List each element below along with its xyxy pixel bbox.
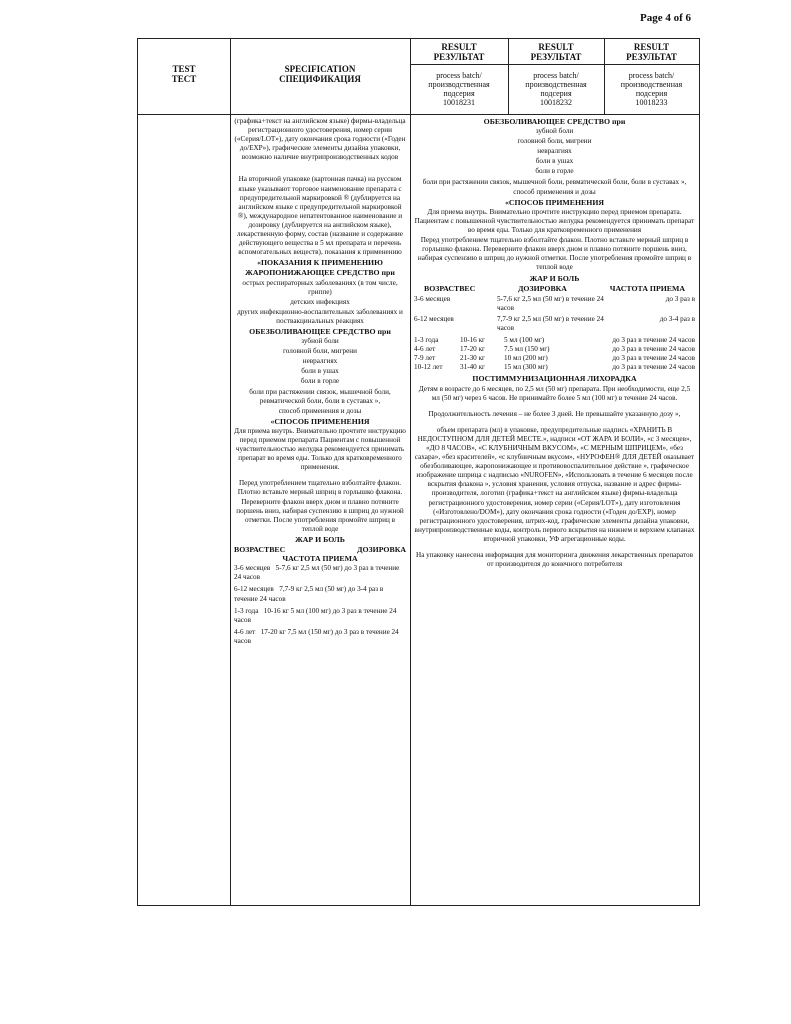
specification-header: SPECIFICATION СПЕЦИФИКАЦИЯ: [279, 64, 361, 84]
result-dose-row: 7-9 лет 21-30 кг 10 мл (200 мг) до 3 раз в течение 24 часов: [414, 354, 695, 363]
page-number: Page 4 of 6: [639, 12, 691, 24]
spec-dose-row: 1-3 года 10-16 кг 5 мл (100 мг) до 3 раз в течение 24 часов: [234, 606, 397, 624]
spec-dose-row: 4-6 лет 17-20 кг 7,5 мл (150 мг) до 3 раз в течение 24 часов: [234, 627, 399, 645]
result-dose-row: 1-3 года 10-16 кг 5 мл (100 мг) до 3 раз в течение 24 часов: [414, 336, 695, 345]
specification-text: (графика+текст на английском языке) фирмы-владельца регистрационного удостоверения, номер серии («Серия/LOT»), дату окончания срока годности («Годен до/EXP»), графические элементы дизайна упаковки, возможно наличие внутрипроизводственных кодов На вторичной упаковке (картонная пачка) на русском языке указывают торговое наименование препарата с предупредительной маркировкой ® (дублируется на английском языке с предупредительной маркировкой ®), международное непатентованное наименование и дозировку (дублируется на английском языке), лекарственную форму, состав (название и содержание действующего вещества в 5 мл препарата и перечень вспомогательных веществ), показания к применению «ПОКАЗАНИЯ К ПРИМЕНЕНИЮ ЖАРОПОНИЖАЮЩЕЕ СРЕДСТВО при острых респираторных заболеваниях (в том числе, гриппе) детских инфекциях других инфекционно-воспалительных заболеваниях и поствакцинальных реакциях ОБЕЗБОЛИВАЮЩЕЕ СРЕДСТВО при зубной боли головной боли, мигрени невралгиях боли в ушах боли в горле боли при растяжении связок, мышечной боли, ревматической боли, боли в суставах », способ применения и дозы «СПОСОБ ПРИМЕНЕНИЯ Для приема внутрь. Внимательно прочтите инструкцию перед приемом препарата Пациентам с повышенной чувствительностью желудка рекомендуется принимать препарат во время еды. Только для кратковременного применения. Перед употреблением тщательно взболтайте флакон. Плотно вставьте мерный шприц в горлышко флакона. Переверните флакон вверх дном и плавно потяните поршень вниз, набирая суспензию в шприц до нужной отметки. После употребления промойте шприц в теплой воде ЖАР И БОЛЬ ВОЗРАСТВЕС ДОЗИРОВКА ЧАСТОТА ПРИЕМА 3-6 месяцев 5-7,6 кг 2,5 мл (50 мг) до 3 раз в течение 24 часов 6-12 месяцев 7,7-9 кг 2,5 мл (50 мг) до 3-4 раз в течение 24 часов 1-3 года 10-16 кг 5 мл (100 мг) до 3 раз в течение 24 часов 4-6 лет 17-20 кг 7,5 мл (150 мг) до 3 раз в течение 24 часов: [234, 117, 406, 645]
result-header-1: RESULT РЕЗУЛЬТАТ: [433, 42, 485, 62]
specification-table: [137, 38, 700, 906]
result-dose-row: 6-12 месяцев 7,7-9 кг 2,5 мл (50 мг) в течение 24 часов до 3-4 раз в: [414, 314, 695, 332]
test-header: TEST ТЕСТ: [171, 64, 197, 84]
spec-dose-row: 3-6 месяцев 5-7,6 кг 2,5 мл (50 мг) до 3 раз в течение 24 часов: [234, 564, 400, 582]
batch-lot-2: process batch/ производственная подсерия 10018232: [525, 71, 587, 107]
batch-lot-1: process batch/ производственная подсерия 10018231: [428, 71, 490, 107]
result-header-2: RESULT РЕЗУЛЬТАТ: [530, 42, 582, 62]
spec-dose-row: 6-12 месяцев 7,7-9 кг 2,5 мл (50 мг) до 3-4 раз в течение 24 часов: [234, 585, 384, 603]
result-dose-row: 3-6 месяцев 5-7,6 кг 2,5 мл (50 мг) в течение 24 часов до 3 раз в: [414, 294, 695, 312]
result-text: ОБЕЗБОЛИВАЮЩЕЕ СРЕДСТВО при зубной боли головной боли, мигрени невралгиях боли в ушах боли в горле боли при растяжении связок, мышечной боли, ревматической боли, боли в суставах », способ применения и дозы «СПОСОБ ПРИМЕНЕНИЯ Для приема внутрь. Внимательно прочтите инструкцию перед приемом препарата. Пациентам с повышенной чувствительностью желудка рекомендуется принимать препарат во время еды. Только для кратковременного применения Перед употреблением тщательно взболтайте флакон. Плотно вставьте мерный шприц в горлышко флакона. Переверните флакон вверх дном и плавно потяните поршень вниз, набирая суспензию в шприц до нужной отметки. После употребления промойте шприц в теплой воде ЖАР И БОЛЬ ВОЗРАСТВЕС ДОЗИРОВКА ЧАСТОТА ПРИЕМА 3-6 месяцев 5-7,6 кг 2,5 мл (50 мг) в течение 24 часов до 3 раз в 6-12 месяцев 7,7-9 кг 2,5 мл (50 мг) в течение 24 часов до 3-4 раз в 1-3 года 10-16 кг 5 мл (100 мг) до 3 раз в течение 24 часов 4-6 лет 17-20 кг 7.5 мл (150 мг) до 3 раз в течение 24 часов 7-9 лет 21-30 кг 10 мл (200 мг) до 3 раз в течение 24 часов 10-12 лет 31-40 кг 15 мл (300 мг) до 3 раз в течение 24 часов ПОСТИММУНИЗАЦИОННАЯ ЛИХОРАДКА Детям в возрасте до 6 месяцев, по 2,5 мл (50 мг) препарата. При необходимости, еще 2,5 мл (50 мг) через 6 часов. Не принимайте более 5 мл (100 мг) в течение 24 часов. Продолжительность лечения – не более 3 дней. Не превышайте указанную дозу », объем препарата (мл) в упаковке, предупредительные надпись «ХРАНИТЬ В НЕДОСТУПНОМ ДЛЯ ДЕТЕЙ МЕСТЕ.», надписи «ОТ ЖАРА И БОЛИ», «с 3 месяцев», «ДО 8 ЧАСОВ», «С КЛУБНИЧНЫМ ВКУСОМ», «С МЕРНЫМ ШПРИЦЕМ», «без сахара», «без красителей», «с клубничным вкусом», «НУРОФЕН® ДЛЯ ДЕТЕЙ оказывает обезболивающее, жаропонижающее и противовоспалительное действие », графическое изображение шприца с надписью «NUROFEN», «Использовать в течение 6 месяцев после вскрытия флакона », условия хранения, условия отпуска, название и адрес фирмы-производителя, логотип (графика+текст на английском языке) фирмы-владельца регистрационного удостоверения, номер серии («Серия/LOT»), дату изготовления («Изготовлено/DOM»), дату окончания срока годности («Годен до/EXP), номер регистрационного удостоверения, штрих-код, графические элементы дизайна упаковки, внутрипроизводственные коды, контроль первого вскрытия на нижнем и верхнем клапанах вторичной упаковки, УФ агрегационные коды. На упаковку нанесена информация для мониторинга движения лекарственных препаратов от производителя до конечного потребителя: [414, 117, 695, 569]
result-dose-table-header: ВОЗРАСТВЕС ДОЗИРОВКА ЧАСТОТА ПРИЕМА: [424, 283, 685, 293]
batch-lot-3: process batch/ производственная подсерия 10018233: [620, 71, 683, 107]
spec-dose-table-header: ВОЗРАСТВЕС ДОЗИРОВКА: [234, 545, 406, 555]
result-header-3: RESULT РЕЗУЛЬТАТ: [626, 42, 677, 62]
result-dose-row: 10-12 лет 31-40 кг 15 мл (300 мг) до 3 раз в течение 24 часов: [414, 363, 695, 372]
result-dose-row: 4-6 лет 17-20 кг 7.5 мл (150 мг) до 3 раз в течение 24 часов: [414, 345, 695, 354]
